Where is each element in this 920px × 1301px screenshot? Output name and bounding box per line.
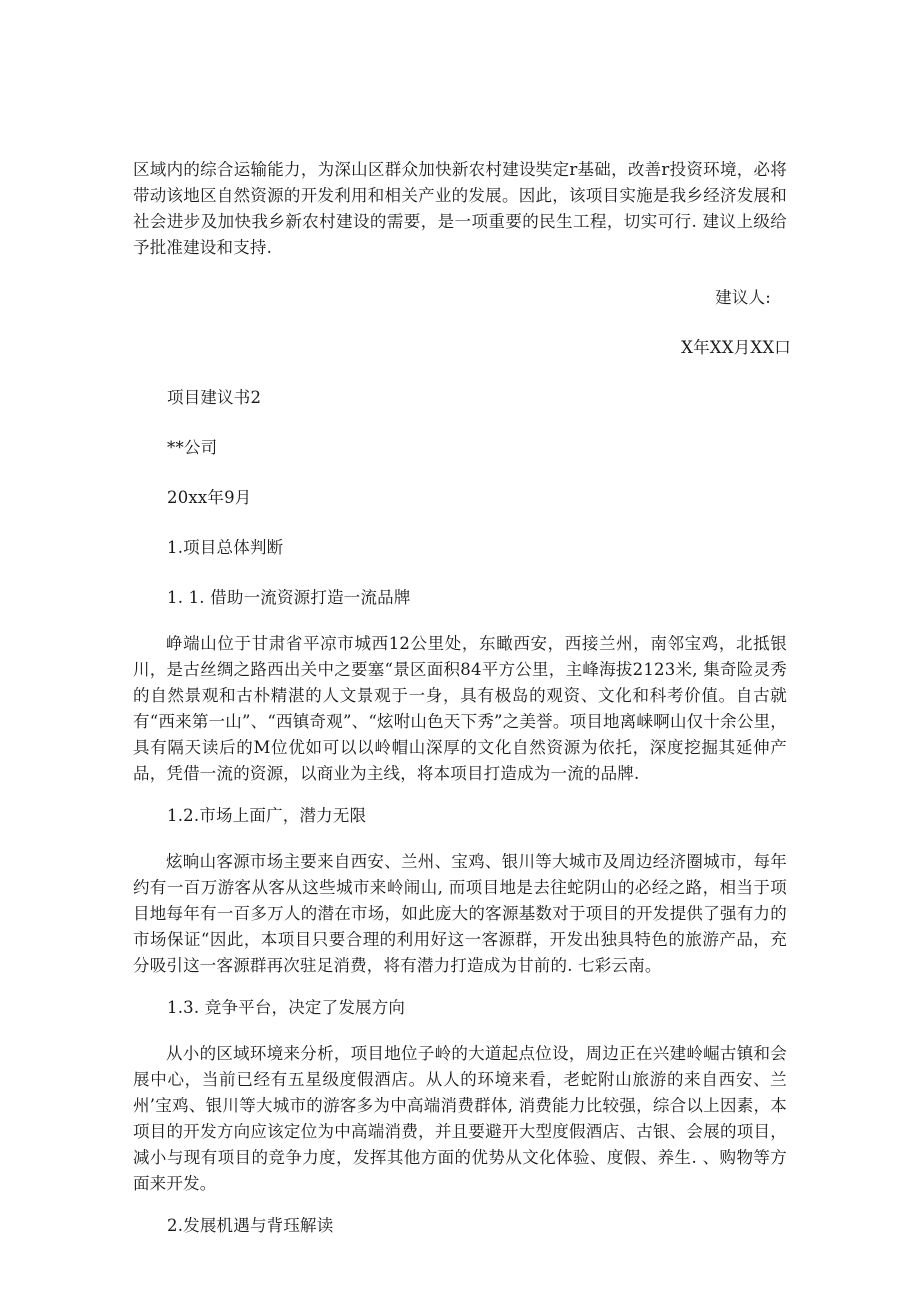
paragraph-1-3: 从小的区域环境来分析，项目地位子岭的大道起点位设，周边正在兴建岭崛古镇和会展中心，当前已经有五星级度假酒店。从人的环境来看，老蛇附山旅游的来自西安、兰州’宝鸡、银川等大城市的游客多为中高端消费群体, 消费能力比较强，综合以上因素，本项目的开发方向应该定位为中高端消费，并且要避开大型度假酒店、古银、会展的项目，减小与现有项目的竞争力度，发挥其他方面的优势从文化体验、度假、养生. 、购物等方面来开发。	[133, 1044, 787, 1193]
document-title: 项目建议书2	[167, 388, 262, 407]
paragraph-1-1: 峥端山位于甘肃省平凉市城西12公里处，东瞰西安，西接兰州，南邻宝鸡，北抵银川，是古丝绸之路西出关中之要塞“景区面积84平方公里，主峰海拔2123米, 集奇险灵秀的自然景观和古朴精湛的人文景观于一身，具有极岛的观资、文化和科考价值。自古就有“西来第一山”、“西镇奇观”、“炫咐山色天下秀”之美誉。项目地离崃啊山仅十余公里，具有隔天读后的M位优如可以以岭帽山深厚的文化自然资源为依托，深度挖掘其延伸产品，凭借一流的资源，以商业为主线，将本项目打造成为一流的品牌.	[133, 634, 787, 783]
proposer-label: 建议人:	[715, 288, 771, 307]
section-heading-1-1: 1. 1. 借助一流资源打造一流品牌	[167, 588, 411, 607]
section-heading-1: 1.项目总体判断	[167, 538, 284, 557]
section-heading-2: 2.发展机遇与背珏解读	[167, 1216, 334, 1235]
section-heading-1-2: 1.2.市场上面广，潜力无限	[167, 806, 367, 825]
proposal-date: X年XX月XX口	[681, 338, 791, 357]
paragraph-1-2: 炫晌山客源市场主要来自西安、兰州、宝鸡、银川等大城市及周边经济圈城市，每年约有一百万游客从客从这些城市来岭闹山, 而项目地是去往蛇阴山的必经之路，相当于项目地每年有一百多万人的潜在市场，如此庞大的客源基数对于项目的开发提供了强有力的市场保证“因此，本项目只要合理的利用好这一客源群，开发出独具特色的旅游产品，充分吸引这一客源群再次驻足消费，将有潜力打造成为甘前的. 七彩云南。	[133, 852, 787, 975]
intro-paragraph: 区域内的综合运输能力，为深山区群众加快新农村建设奘定r基础，改善r投资环境，必将带动该地区自然资源的开发利用和相关产业的发展。因此，该项目实施是我乡经济发展和社会进步及加快我乡新农村建设的需要，是一项重要的民生工程，切实可行. 建议上级给予批准建设和支持.	[133, 160, 787, 257]
section-heading-1-3: 1.3. 竞争平台，决定了发展方向	[167, 998, 406, 1017]
document-body	[133, 157, 791, 1239]
document-date: 20xx年9月	[167, 488, 252, 507]
company-name: **公司	[167, 438, 218, 457]
